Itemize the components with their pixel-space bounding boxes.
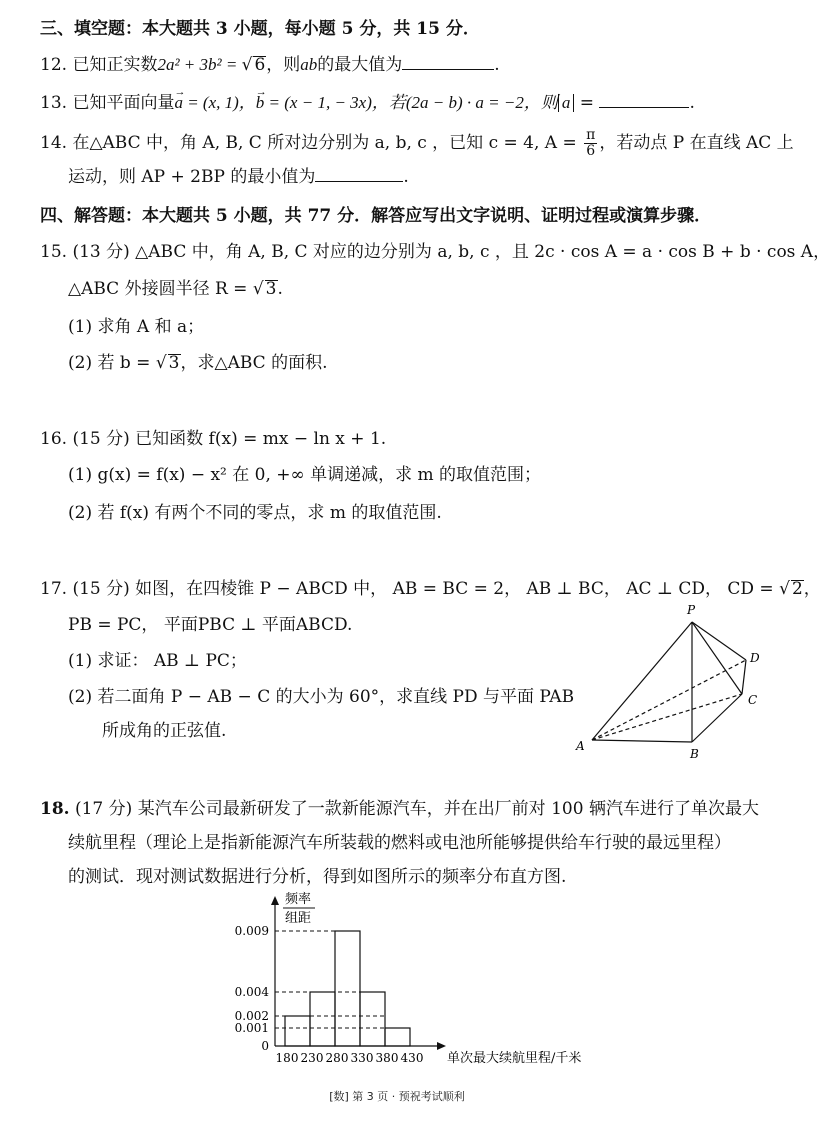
label-C: C — [748, 693, 758, 707]
edge-AB — [592, 740, 692, 742]
q14-answer-blank[interactable] — [315, 167, 403, 182]
q16-part2: (2) 若 f(x) 有两个不同的零点，求 m 的取值范围. — [68, 503, 442, 523]
pyramid-figure — [570, 600, 770, 765]
y-tick-label: 0.001 — [234, 1021, 269, 1035]
q17-part1: (1) 求证： AB ⊥ PC； — [68, 651, 247, 671]
q13-vector-a: → a — [174, 92, 183, 114]
edge-PD — [692, 622, 746, 660]
x-tick-label: 430 — [400, 1051, 424, 1065]
label-A: A — [576, 739, 585, 753]
q13-b-eq: = (x − 1, − 3x)，若 — [264, 93, 406, 112]
q14-line1-tail: ，若动点 P 在直线 AC 上 — [599, 133, 794, 153]
q14-line2: 运动，则 AP + 2BP 的最小值为 — [68, 167, 316, 187]
q12-end: . — [494, 55, 500, 75]
q15-part1: (1) 求角 A 和 a； — [68, 317, 205, 337]
q14-line1: 在△ABC 中，角 A, B, C 所对边分别为 a, b, c ，已知 c = 4, A = — [72, 133, 583, 153]
y-tick-label: 0.004 — [234, 985, 269, 999]
q15-line1: (13 分) △ABC 中，角 A, B, C 对应的边分别为 a, b, c ，且 2c · cos A = a · cos B + b · cos A， — [72, 242, 830, 262]
question-14-line2 — [68, 166, 409, 188]
q12-lead: 已知正实数 — [72, 55, 158, 75]
q15-line2-sqrt-value: 3 — [265, 279, 277, 299]
q17-line1-end: ， — [803, 579, 821, 599]
q15-part2-sqrt-value: 3 — [168, 353, 180, 373]
q12-number: 12. — [40, 55, 68, 75]
q12-var: ab — [300, 55, 318, 74]
q13-answer-blank[interactable] — [599, 93, 689, 108]
label-B: B — [690, 747, 699, 761]
q13-vector-b: → b — [256, 92, 265, 114]
q16-number: 16. — [40, 429, 68, 449]
label-P: P — [687, 603, 696, 617]
x-tick-label: 330 — [350, 1051, 374, 1065]
y-tick-label: 0 — [261, 1039, 269, 1053]
q15-part2 — [68, 352, 327, 374]
question-13 — [40, 92, 695, 114]
x-axis-label: 单次最大续航里程/千米 — [447, 1051, 582, 1066]
q15-line2-sqrt: √ 3 — [252, 279, 277, 299]
y-tick-label: 0.002 — [234, 1009, 269, 1023]
q15-line2-end: . — [277, 279, 283, 299]
question-12 — [40, 54, 500, 76]
q15-line2-pre: △ABC 外接圆半径 R = — [68, 279, 253, 299]
x-tick-label: 280 — [325, 1051, 349, 1065]
label-D: D — [750, 651, 760, 665]
q15-part2-sqrt: √ 3 — [155, 353, 180, 373]
edge-PA — [592, 622, 692, 740]
q17-number: 17. — [40, 579, 68, 599]
q16-part1: (1) g(x) = f(x) − x² 在 0, +∞ 单调递减，求 m 的取值范围； — [68, 465, 542, 485]
q18-line1: (17 分) 某汽车公司最新研发了一款新能源汽车，并在出厂前对 100 辆汽车进行了单次最大 — [74, 799, 759, 819]
y-axis-label-bottom: 组距 — [285, 911, 312, 926]
q15-part2-pre: (2) 若 b = — [68, 353, 156, 373]
q18-number: 18. — [40, 799, 70, 819]
question-16 — [40, 428, 386, 450]
q12-sqrt-value: 6 — [254, 55, 266, 75]
q16-line1: (15 分) 已知函数 f(x) = mx − ln x + 1. — [72, 429, 387, 449]
frequency-histogram — [225, 888, 625, 1068]
q14-number: 14. — [40, 133, 68, 153]
histogram-bar — [310, 992, 335, 1046]
histogram-bar — [385, 1028, 410, 1046]
x-axis-arrow — [437, 1042, 446, 1050]
q17-part2-line1: (2) 若二面角 P − AB − C 的大小为 60°，求直线 PD 与平面 PAB — [68, 687, 575, 707]
q13-a-eq: = (x, 1)， — [182, 93, 256, 112]
question-15 — [40, 241, 830, 263]
x-tick-label: 180 — [275, 1051, 299, 1065]
q17-line2: PB = PC， 平面PBC ⊥ 平面ABCD. — [68, 615, 353, 635]
question-15-line2 — [68, 278, 283, 300]
x-tick-label: 380 — [375, 1051, 399, 1065]
q17-line1-pre: (15 分) 如图，在四棱锥 P − ABCD 中， AB = BC = 2， AB ⊥ BC， AC ⊥ CD， CD = — [72, 579, 780, 599]
section4-heading: 四、解答题：本大题共 5 小题，共 77 分．解答应写出文字说明、证明过程或演算步骤． — [40, 206, 712, 226]
edge-CD — [742, 660, 746, 694]
q12-tail-pre: ，则 — [266, 55, 301, 75]
q17-part2-line2: 所成角的正弦值. — [102, 721, 227, 741]
q12-sqrt: √ 6 — [241, 55, 266, 75]
q14-frac-num: π — [586, 127, 596, 143]
x-tick-label: 230 — [300, 1051, 324, 1065]
q12-answer-blank[interactable] — [402, 55, 494, 70]
histogram-bar — [285, 1016, 310, 1046]
y-axis-label-top: 频率 — [285, 892, 312, 907]
y-axis-arrow — [271, 896, 279, 905]
q12-tail: 的最大值为 — [317, 55, 403, 75]
q13-end: . — [689, 93, 695, 113]
question-17 — [40, 578, 821, 600]
y-tick-label: 0.009 — [234, 924, 269, 938]
q13-abs-a: a — [558, 94, 575, 112]
histogram-bar — [335, 931, 360, 1046]
q18-line3: 的测试．现对测试数据进行分析，得到如图所示的频率分布直方图. — [68, 867, 567, 887]
section3-heading: 三、填空题：本大题共 3 小题，每小题 5 分，共 15 分． — [40, 19, 480, 39]
q15-number: 15. — [40, 242, 68, 262]
q13-condition: (2a − b) · a = −2，则 — [405, 93, 558, 112]
q13-lead: 已知平面向量 — [72, 93, 175, 113]
q14-end: . — [403, 167, 409, 187]
question-14 — [40, 128, 794, 159]
histogram-bar — [360, 992, 385, 1046]
edge-PC — [692, 622, 742, 694]
q18-line2: 续航里程（理论上是指新能源汽车所装载的燃料或电池所能够提供给车行驶的最远里程） — [68, 833, 731, 853]
edge-BC — [692, 694, 742, 742]
question-18 — [40, 798, 759, 820]
q14-fraction — [584, 128, 597, 159]
q17-line1-sqrt: √ 2 — [779, 579, 803, 599]
q15-part2-tail: ，求△ABC 的面积. — [180, 353, 328, 373]
q12-expr: 2a² + 3b² = — [157, 55, 242, 74]
page-footer: [数] 第 3 页 · 预祝考试顺利 — [329, 1090, 465, 1103]
q13-number: 13. — [40, 93, 68, 113]
q13-eq: = — [574, 93, 600, 113]
q14-frac-den: 6 — [586, 143, 596, 159]
q17-line1-sqrt-value: 2 — [791, 579, 803, 599]
